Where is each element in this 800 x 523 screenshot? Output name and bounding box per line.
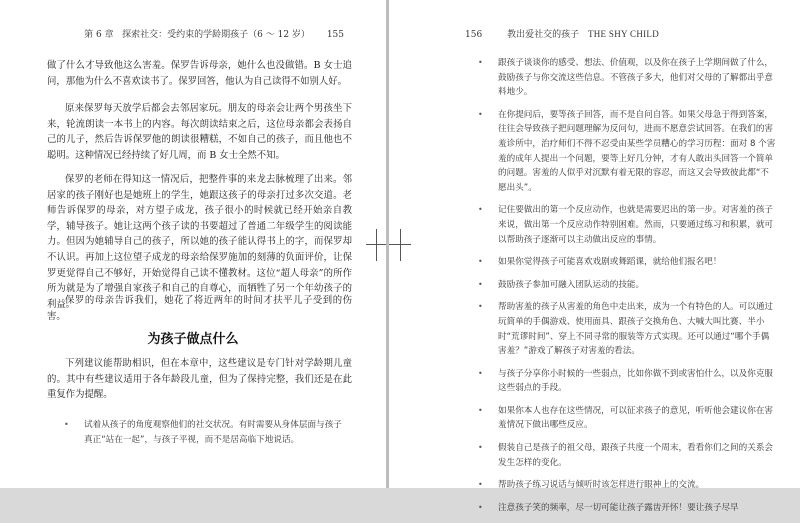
bullet-item bbox=[62, 418, 350, 447]
book-title-english: THE SHY CHILD bbox=[587, 29, 660, 39]
bullet-item bbox=[476, 56, 776, 100]
bullet-dot: • bbox=[478, 279, 483, 289]
bullet-dot: • bbox=[478, 405, 483, 415]
crop-mark bbox=[376, 229, 377, 261]
book-title: 教出爱社交的孩子 bbox=[507, 30, 580, 40]
bullet-text: 假装自己是孩子的祖父母，跟孩子共度一个周末，看看你们之间的关系会发生怎样的变化。 bbox=[498, 443, 774, 468]
body-paragraph: 做了什么才导致他这么害羞。保罗告诉母亲，她什么也没做错。B 女士追问，那他为什么不喜欢读书了。保罗回答，他认为自己读得不如别人好。 bbox=[47, 60, 352, 87]
section-heading: 为孩子做点什么 bbox=[147, 332, 239, 347]
bullet-text: 如果你本人也存在这些情况，可以征求孩子的意见，听听他会建议你在害羞情况下做出哪些反应。 bbox=[498, 405, 774, 431]
right-page bbox=[389, 0, 800, 513]
bullet-text: 跟孩子谈谈你的感受、想法、价值观，以及你在孩子上学期间做了什么，鼓励孩子与你交流这些信息。不管孩子多大，他们对父母的了解都出乎意料地少。 bbox=[498, 58, 774, 98]
bullet-item bbox=[476, 478, 776, 493]
bullet-dot: • bbox=[478, 58, 483, 67]
bullet-text: 帮助孩子练习说话与倾听时该怎样进行眼神上的交流。 bbox=[498, 480, 705, 491]
right-page-number: 156 bbox=[465, 30, 483, 40]
body-paragraph: 保罗的母亲告诉我们，她花了将近两年的时间才扶平儿子受到的伤害。 bbox=[47, 295, 352, 322]
bullet-dot: • bbox=[478, 502, 483, 512]
bullet-item bbox=[476, 300, 776, 358]
bullet-text: 在你提问后，要等孩子回答，而不是自问自答。如果父母急于得到答案，往往会导致孩子把问题理解为反问句，进而不愿意尝试回答。在我们的害羞诊所中，治疗师们不得不忍受由某些学员糟心的学习历程：面对 8 个害羞的成年人提出一个问题，要等上好几分钟，才有人敢出头回答一个简单的问题。害羞的人似乎对沉默有着无限的容忍，而这又会导致彼此都“不愿出头”。 bbox=[498, 109, 776, 193]
bullet-item bbox=[476, 203, 776, 247]
bullet-text: 与孩子分享你小时候的一些弱点，比如你做不到或害怕什么，以及你克服这些弱点的手段。 bbox=[498, 368, 774, 394]
bullet-dot: • bbox=[478, 368, 483, 378]
bullet-text: 帮助害羞的孩子从害羞的角色中走出来，成为一个有特色的人。可以通过玩简单的手偶游戏、使用面具、跟孩子交换角色、大喊大叫比赛、半小时“荒谬时间”、穿上不同寻常的服装等方式实现。还可以通过“哪个手偶害羞？”游戏了解孩子对害羞的看法。 bbox=[498, 302, 774, 357]
bullet-item bbox=[476, 404, 776, 433]
crop-mark bbox=[400, 229, 401, 261]
bullet-dot: • bbox=[478, 480, 483, 490]
bullet-item bbox=[476, 108, 776, 196]
right-running-head bbox=[465, 27, 659, 40]
bullet-item bbox=[476, 441, 776, 470]
bullet-text: 记住要做出的第一个反应动作，也就是需要迟出的第一步。对害羞的孩子来说，做出第一个反应动作特别困难。然而，只要通过练习和积累，就可以帮助孩子逐渐可以主动做出反应的事情。 bbox=[498, 205, 774, 245]
bullet-text: 鼓励孩子参加可融入团队运动的技能。 bbox=[498, 279, 645, 290]
left-page-number: 155 bbox=[326, 30, 344, 40]
bullet-dot: • bbox=[478, 302, 483, 312]
body-paragraph: 保罗的老师在得知这一情况后，把整件事的来龙去脉梳理了出来。邻居家的孩子刚好也是她班上的学生，她跟这孩子的母亲打过多次交道。老师告诉保罗的母亲，对方望子成龙，孩子很小的时候就已经开始亲自教学，辅导孩子。她让这两个孩子读的书要超过了普通二年级学生的阅读能力。但因为她辅导自己的孩子，所以她的孩子能认得书上的字，而保罗却不认识。再加上这位望子成龙的母亲给保罗施加的刻薄的负面评价，让保罗更觉得自己不够好，开始觉得自己读不懂教材。这位“超人母亲”的所作所为就是为了增强自家孩子和自己的自尊心，而牺牲了另一个年幼孩子的利益。 bbox=[47, 174, 352, 310]
bullet-text: 如果你觉得孩子可能喜欢戏剧或舞蹈课，就给他们报名吧！ bbox=[498, 257, 722, 268]
bullet-item bbox=[476, 255, 776, 270]
bullet-item bbox=[476, 367, 776, 396]
body-paragraph: 下列建议能帮助相识，但在本章中，这些建议是专门针对学龄期儿童的。其中有些建议适用于各年龄段儿童，但为了保持完整，我们还是在此重复作为提醒。 bbox=[47, 358, 352, 401]
left-running-head bbox=[84, 27, 344, 40]
body-paragraph: 原来保罗每天放学后都会去邻居家玩。朋友的母亲会让两个男孩坐下来，轮流朗读一本书上的内容。每次朗读结束之后，这位母亲都会表扬自己的儿子，然后告诉保罗他的朗读很糟糕，不如自己的孩子，而且他也不聪明。这种情况已经持续了好几周，而 B 女士全然不知。 bbox=[47, 103, 352, 161]
bullet-dot: • bbox=[478, 443, 483, 453]
left-bullet-list bbox=[62, 418, 350, 455]
chapter-title: 探索社交：受约束的学龄期孩子（6 ～ 12 岁） bbox=[122, 30, 310, 40]
bullet-dot: • bbox=[478, 205, 483, 215]
bullet-item bbox=[476, 278, 776, 293]
bullet-item bbox=[476, 501, 776, 516]
bullet-dot: • bbox=[64, 420, 69, 429]
bullet-text: 试着从孩子的角度观察他们的社交状况。有时需要从身体层面与孩子真正“站在一起”，与孩子平视，而不是居高临下地说话。 bbox=[84, 420, 342, 445]
left-page bbox=[0, 0, 386, 488]
chapter-label: 第 6 章 bbox=[84, 30, 114, 40]
bullet-text: 注意孩子笑的频率，尽一切可能让孩子露齿开怀！要让孩子尽早 bbox=[498, 502, 739, 513]
bullet-dot: • bbox=[478, 257, 483, 267]
bullet-dot: • bbox=[478, 109, 483, 119]
right-bullet-list bbox=[476, 56, 776, 523]
